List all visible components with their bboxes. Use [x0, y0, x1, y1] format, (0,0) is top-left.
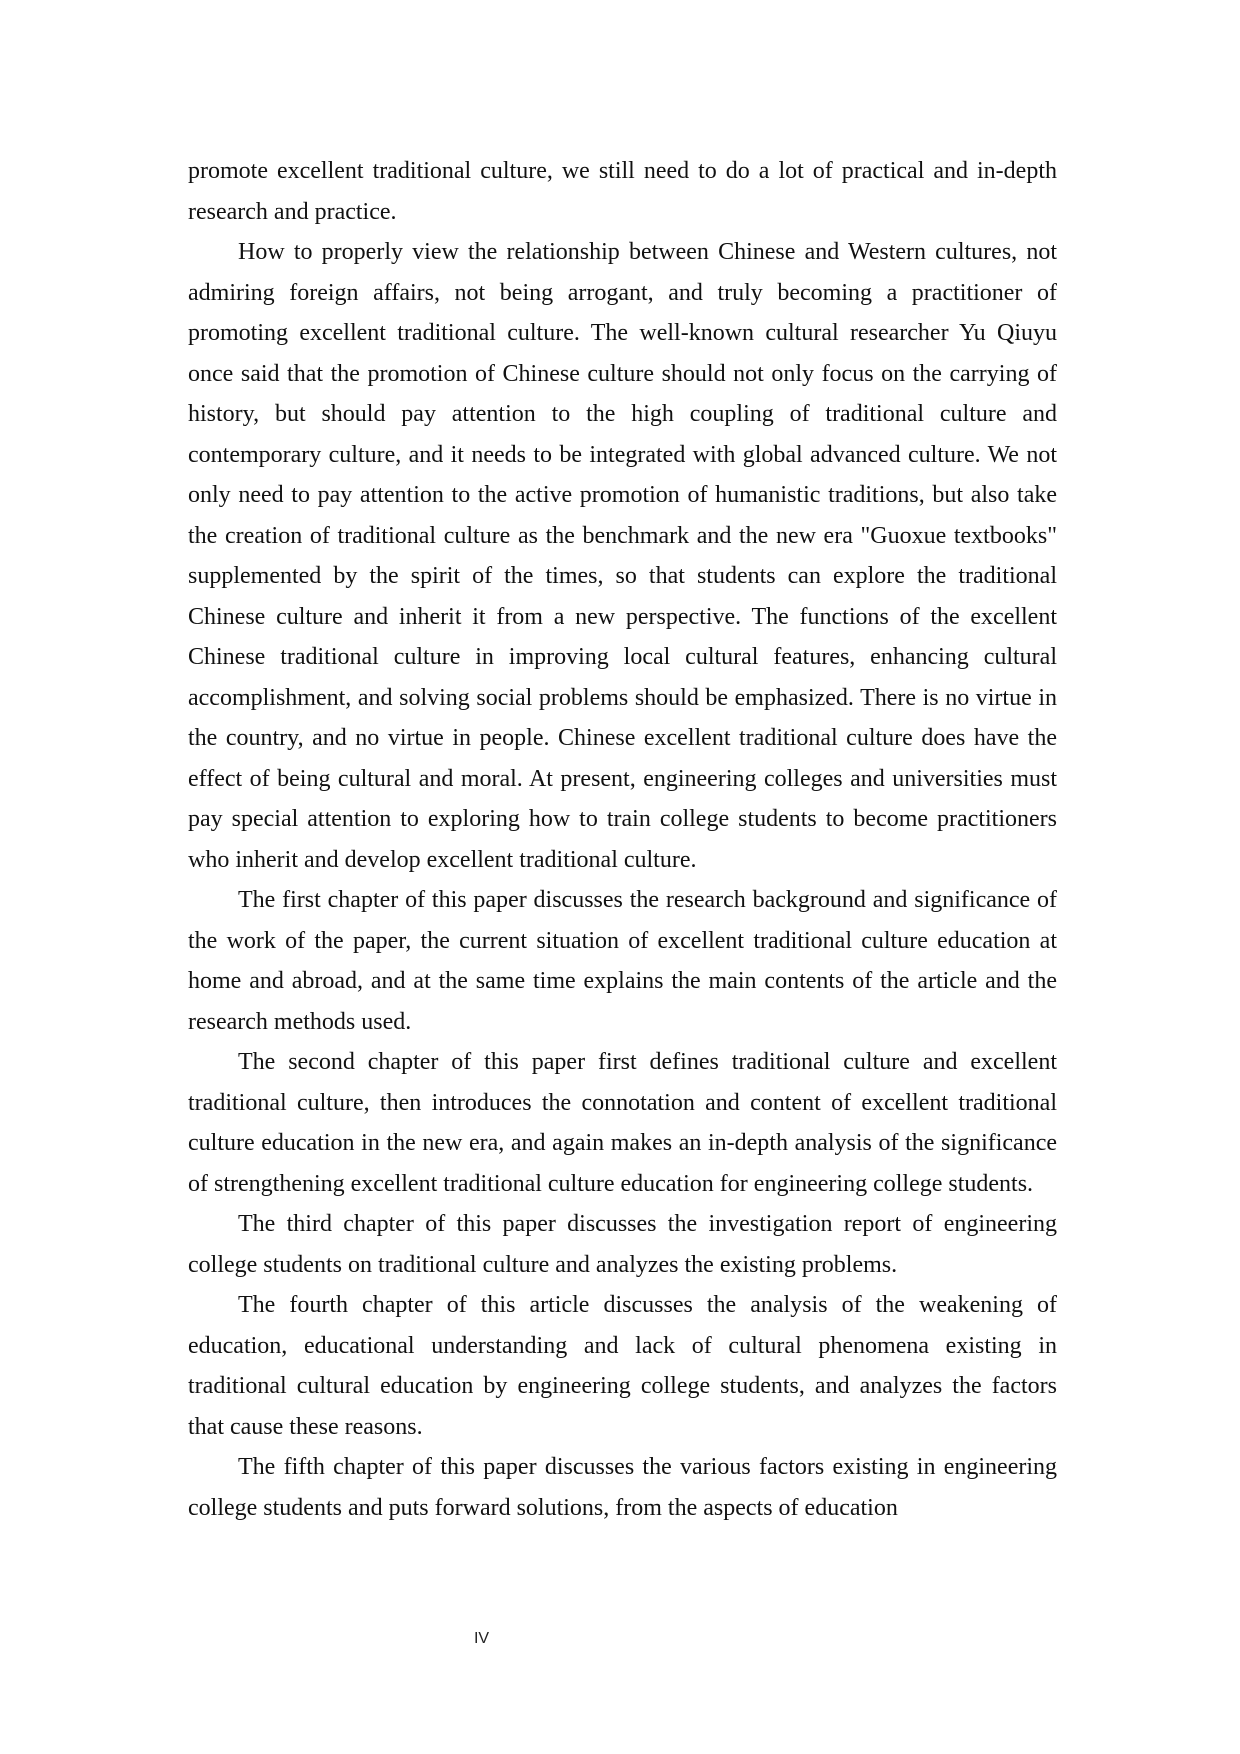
paragraph-2: How to properly view the relationship between Chinese and Western cultures, not admiring foreign affairs, not being arrogant, and truly becoming a practitioner of promoting excellent traditional culture. The well-known cultural researcher Yu Qiuyu once said that the promotion of Chinese culture should not only focus on the carrying of history, but should pay attention to the high coupling of traditional culture and contemporary culture, and it needs to be integrated with global advanced culture. We not only need to pay attention to the active promotion of humanistic traditions, but also take the creation of traditional culture as the benchmark and the new era "Guoxue textbooks" supplemented by the spirit of the times, so that students can explore the traditional Chinese culture and inherit it from a new perspective. The functions of the excellent Chinese traditional culture in improving local cultural features, enhancing cultural accomplishment, and solving social problems should be emphasized. There is no virtue in the country, and no virtue in people. Chinese excellent traditional culture does have the effect of being cultural and moral. At present, engineering colleges and universities must pay special attention to exploring how to train college students to become practitioners who inherit and develop excellent traditional culture. [188, 239, 1057, 873]
paragraph-6: The fourth chapter of this article discusses the analysis of the weakening of education, educational understanding and lack of cultural phenomena existing in traditional cultural education by engineering college students, and analyzes the factors that cause these reasons. [188, 1292, 1057, 1440]
paragraph-1: promote excellent traditional culture, we still need to do a lot of practical and in-depth research and practice. [188, 158, 1057, 225]
paragraph-7: The fifth chapter of this paper discusses the various factors existing in engineering college students and puts forward solutions, from the aspects of education [188, 1454, 1057, 1521]
page-number: IV [473, 1630, 490, 1647]
body-text [188, 151, 1057, 1528]
paragraph-4: The second chapter of this paper first defines traditional culture and excellent traditional culture, then introduces the connotation and content of excellent traditional culture education in the new era, and again makes an in-depth analysis of the significance of strengthening excellent traditional culture education for engineering college students. [188, 1049, 1057, 1197]
paragraph-5: The third chapter of this paper discusses the investigation report of engineering college students on traditional culture and analyzes the existing problems. [188, 1211, 1057, 1278]
paragraph-3: The first chapter of this paper discusses the research background and significance of the work of the paper, the current situation of excellent traditional culture education at home and abroad, and at the same time explains the main contents of the article and the research methods used. [188, 887, 1057, 1035]
